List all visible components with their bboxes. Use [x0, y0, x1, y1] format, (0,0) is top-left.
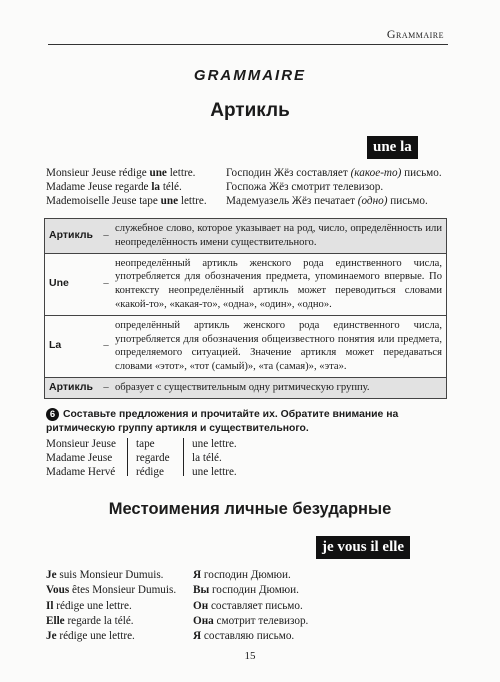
- definitions-table: [44, 218, 447, 399]
- pronoun-fr-line: [46, 568, 176, 583]
- example-fr-line: [46, 166, 207, 180]
- combo-item: Madame Hervé: [46, 466, 116, 478]
- pronoun-fr-line: [46, 629, 176, 644]
- pronoun-fr-line: [46, 599, 176, 614]
- column-divider: [127, 438, 128, 476]
- text: составляю письмо.: [201, 630, 295, 643]
- text: Mademoiselle Jeuse tape: [46, 195, 161, 208]
- text: смотрит телевизор.: [213, 614, 309, 627]
- running-head: Grammaire: [386, 27, 444, 41]
- dash: –: [101, 219, 111, 254]
- text: письмо.: [387, 195, 428, 208]
- dash: –: [101, 315, 111, 377]
- example-ru-line: [226, 166, 442, 180]
- definition-term: Артикль: [45, 377, 102, 398]
- definition-row: [45, 315, 447, 377]
- text: lettre.: [178, 195, 207, 208]
- pronoun-ru-line: [193, 614, 308, 629]
- heading-article: Артикль: [210, 100, 290, 121]
- text: господин Дюмюи.: [201, 569, 291, 581]
- article-bold: une: [160, 195, 179, 208]
- pronoun-bold: Я: [193, 630, 202, 643]
- combo-item: Monsieur Jeuse: [46, 438, 116, 450]
- combo-item: la télé.: [192, 452, 222, 464]
- text: rédige une lettre.: [53, 599, 132, 612]
- text: Madame Jeuse regarde: [46, 181, 152, 194]
- examples-russian: [226, 166, 442, 209]
- text: êtes Monsieur Dumuis.: [69, 584, 177, 597]
- pronoun-fr-line: [46, 614, 176, 629]
- text: господин Дюмюи.: [209, 584, 299, 597]
- pronoun-bold: Je: [46, 630, 57, 643]
- pronoun-examples-french: [46, 568, 176, 644]
- article-bold: la: [151, 181, 161, 194]
- definition-text: образует с существительным одну ритмическую группу.: [111, 377, 447, 398]
- examples-french: [46, 166, 207, 209]
- definition-row: [45, 253, 447, 315]
- pronoun-bold: Je: [46, 569, 57, 581]
- text: составляет письмо.: [208, 599, 303, 612]
- text: письмо.: [401, 167, 442, 179]
- combo-item: une lettre.: [192, 438, 237, 450]
- pronoun-bold: Il: [46, 599, 54, 612]
- combo-item: tape: [136, 438, 155, 450]
- definition-term: Артикль: [45, 219, 102, 254]
- example-ru-line: [226, 180, 442, 194]
- column-divider: [183, 438, 184, 476]
- definition-row: [45, 377, 447, 398]
- exercise-number-badge: 6: [46, 408, 59, 421]
- pronoun-bold: Он: [193, 599, 209, 612]
- definition-text: неопределённый артикль женского рода единственного числа, употребляется для обозначения предмета, упоминаемого впервые. По контексту неопределённый артикль может переводиться словами «какой-то», «какая-то», «одна», «один», «одно».: [111, 253, 447, 315]
- header-rule: [48, 44, 448, 45]
- dash: –: [101, 377, 111, 398]
- example-fr-line: [46, 180, 207, 194]
- pronoun-bold: Elle: [46, 614, 65, 627]
- exercise-text: Составьте предложения и прочитайте их. Обратите внимание на ритмическую группу артикля и существительного.: [46, 409, 399, 434]
- pronoun-bold: Вы: [193, 584, 210, 597]
- definition-term: Une: [45, 253, 102, 315]
- text: Госпожа Жёз смотрит телевизор.: [226, 181, 384, 194]
- section-title: GRAMMAIRE: [193, 67, 307, 84]
- tag-une-la: une la: [367, 136, 418, 159]
- page-number: 15: [244, 650, 256, 662]
- combo-item: une lettre.: [192, 466, 237, 478]
- heading-pronouns: Местоимения личные безударные: [108, 500, 392, 518]
- text: lettre.: [166, 167, 196, 179]
- combo-item: regarde: [136, 452, 170, 464]
- combo-objects: [192, 437, 237, 479]
- pronoun-ru-line: [193, 629, 308, 644]
- text: suis Monsieur Dumuis.: [56, 569, 164, 581]
- text: Господин Жёз составляет: [226, 167, 351, 179]
- exercise-instruction: [46, 408, 451, 435]
- text: télé.: [160, 181, 182, 194]
- pronoun-examples-russian: [193, 568, 308, 644]
- tag-pronouns: je vous il elle: [316, 536, 410, 559]
- pronoun-ru-line: [193, 568, 308, 583]
- combo-subjects: [46, 437, 116, 479]
- dash: –: [101, 253, 111, 315]
- text: rédige une lettre.: [56, 630, 135, 643]
- combo-verbs: [136, 437, 170, 479]
- pronoun-bold: Vous: [46, 584, 70, 597]
- combo-item: Madame Jeuse: [46, 452, 113, 464]
- pronoun-bold: Она: [193, 614, 214, 627]
- pronoun-ru-line: [193, 583, 308, 598]
- italic-hint: (какое-то): [350, 167, 402, 179]
- definition-text: служебное слово, которое указывает на род, число, определённость или неопределённость имени существительного.: [111, 219, 447, 254]
- pronoun-ru-line: [193, 599, 308, 614]
- definition-text: определённый артикль женского рода единственного числа, употребляется для обозначения общеизвестного понятия или предмета, определяемого ситуацией. Значение артикля может передаваться словами «этот», «тот (самый)», «та (самая)», «эта».: [111, 315, 447, 377]
- combo-item: rédige: [136, 466, 164, 478]
- text: Мадемуазель Жёз печатает: [226, 195, 358, 208]
- definition-term: La: [45, 315, 102, 377]
- italic-hint: (одно): [357, 195, 388, 208]
- text: Monsieur Jeuse rédige: [46, 167, 150, 179]
- article-bold: une: [149, 167, 167, 179]
- pronoun-bold: Я: [193, 569, 202, 581]
- text: regarde la télé.: [64, 614, 134, 627]
- example-fr-line: [46, 194, 207, 208]
- pronoun-fr-line: [46, 583, 176, 598]
- definition-row: [45, 219, 447, 254]
- example-ru-line: [226, 194, 442, 208]
